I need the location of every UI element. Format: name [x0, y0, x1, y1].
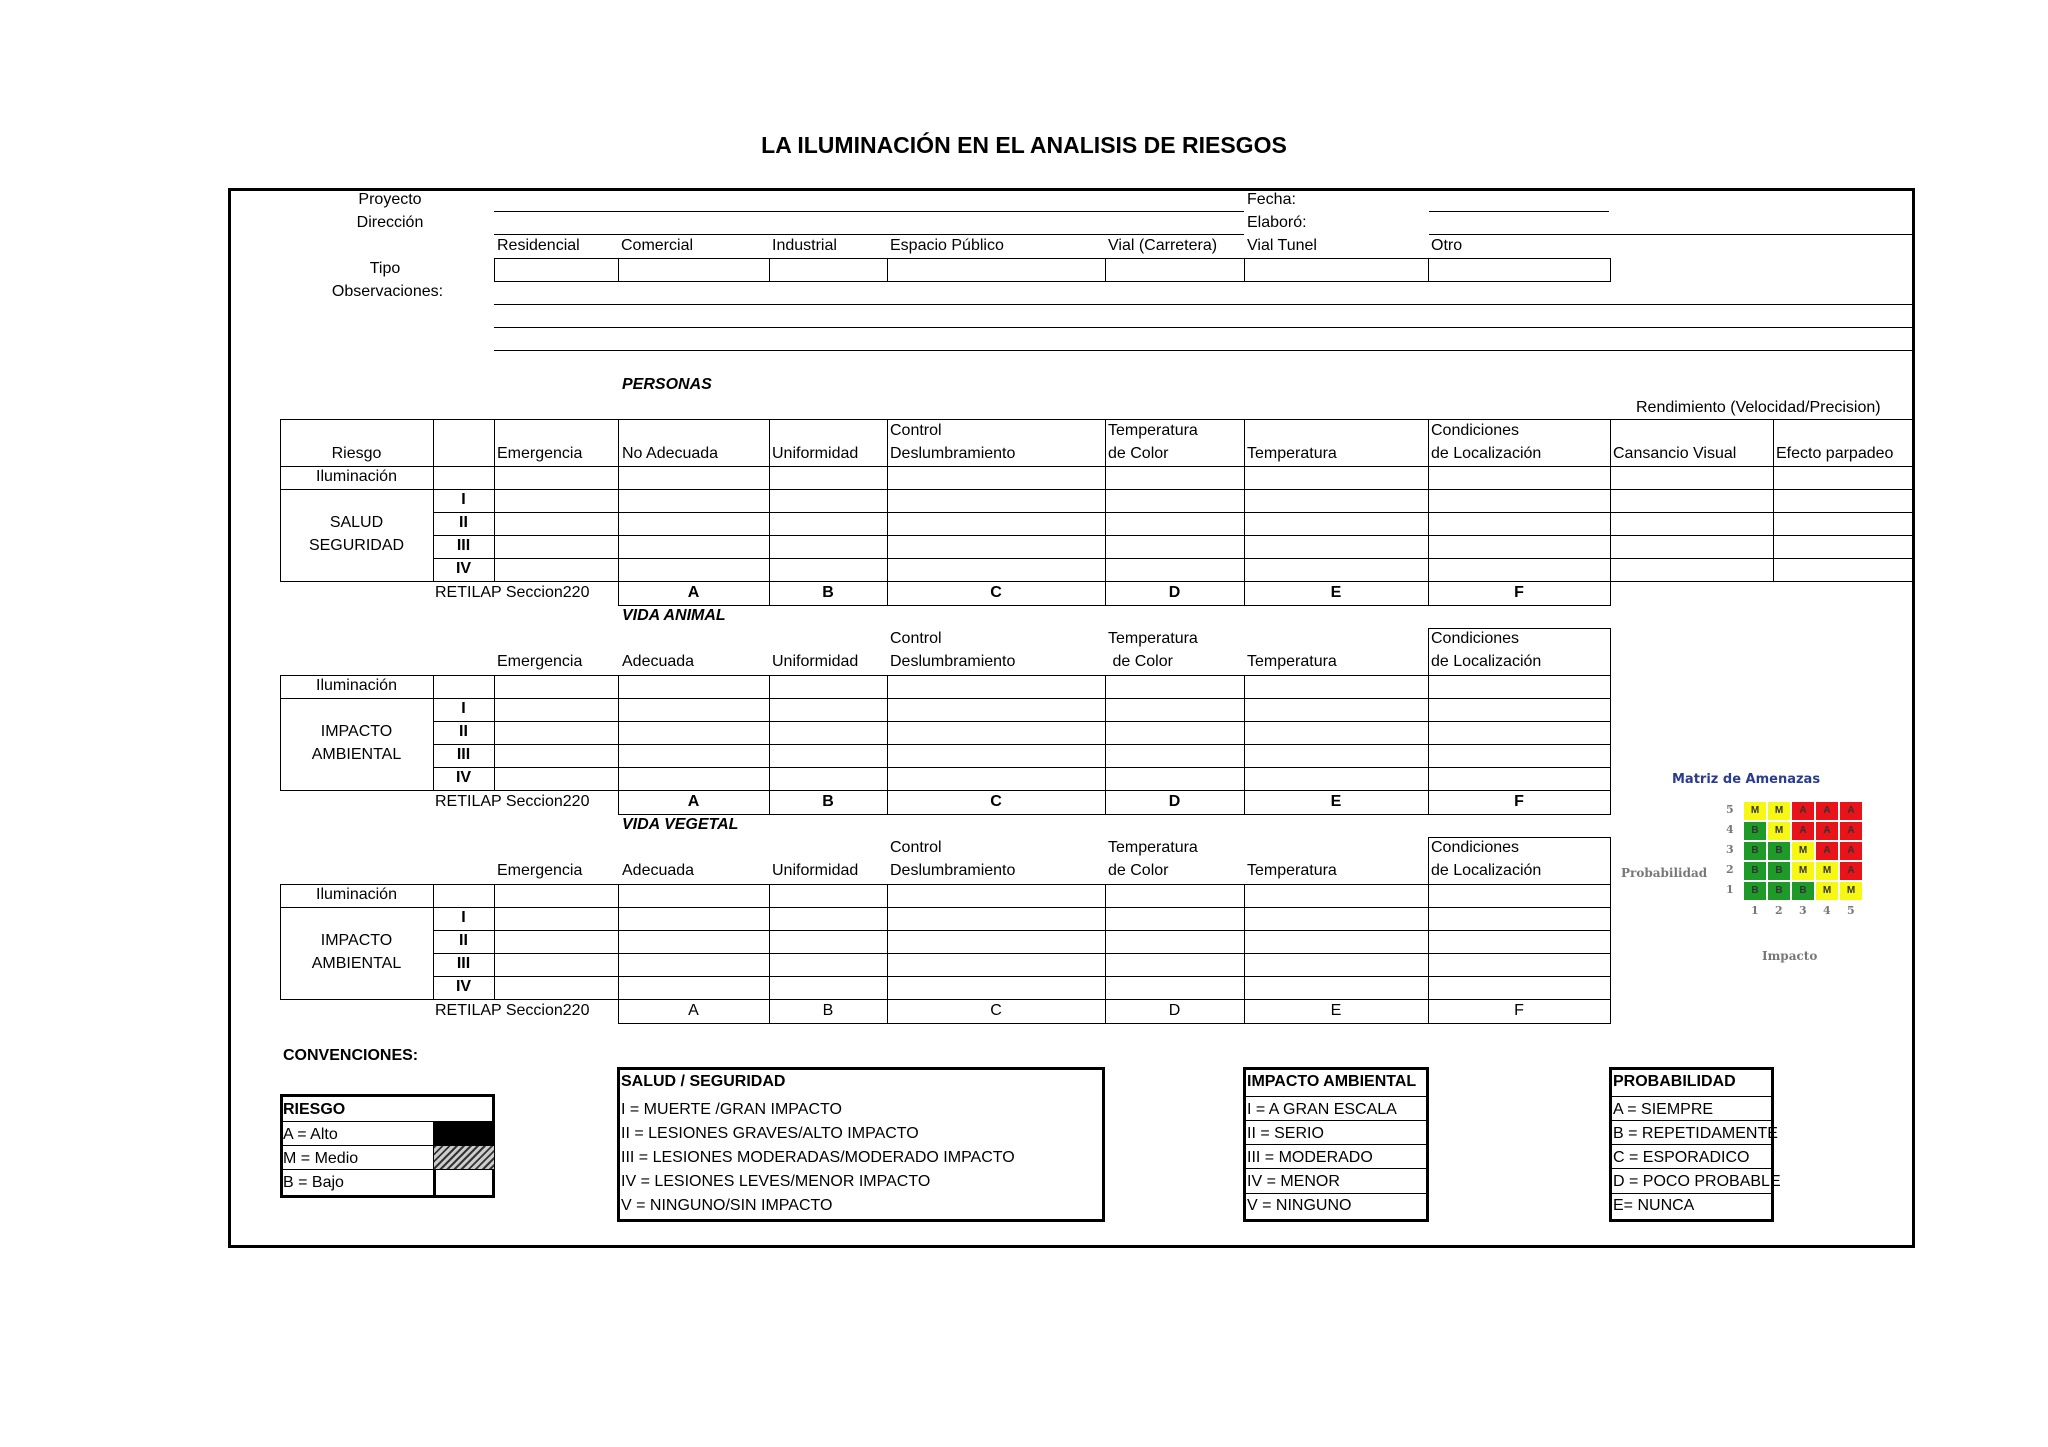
matrix-col-label: 5	[1847, 904, 1855, 917]
matrix-cell: B	[1743, 881, 1767, 901]
salud-item-4: IV = LESIONES LEVES/MENOR IMPACTO	[621, 1173, 931, 1190]
iluminacion-label: Iluminación	[316, 886, 397, 903]
section-vida-vegetal: VIDA VEGETAL	[622, 816, 739, 833]
probabilidad-legend-title: PROBABILIDAD	[1613, 1073, 1736, 1090]
matrix-cell: M	[1791, 841, 1815, 861]
level-iii: III	[456, 955, 471, 972]
probabilidad-item-2: B = REPETIDAMENTE	[1613, 1125, 1778, 1142]
observaciones-line-2[interactable]	[494, 327, 1914, 328]
impacto-item-1: I = A GRAN ESCALA	[1247, 1101, 1397, 1118]
riesgo-alto: A = Alto	[283, 1126, 338, 1143]
elaboro-field[interactable]	[1429, 234, 1914, 235]
col-adecuada: Adecuada	[622, 653, 695, 670]
salud-item-2: II = LESIONES GRAVES/ALTO IMPACTO	[621, 1125, 919, 1142]
level-iii: III	[456, 746, 471, 763]
matrix-ylabel: Probabilidad	[1621, 866, 1708, 880]
proyecto-label: Proyecto	[358, 191, 422, 208]
level-i: I	[461, 491, 466, 508]
col-temperatura-color-2: de Color	[1108, 862, 1169, 879]
col-condiciones-2: de Localización	[1431, 445, 1542, 462]
direccion-field[interactable]	[494, 234, 1244, 235]
matrix-row-label: 3	[1726, 843, 1734, 856]
impacto-label: IMPACTO	[320, 932, 393, 949]
observaciones-line-3[interactable]	[494, 350, 1914, 351]
matrix-cell: A	[1815, 801, 1839, 821]
col-temperatura: Temperatura	[1247, 653, 1337, 670]
col-condiciones-2: de Localización	[1431, 862, 1542, 879]
col-control: Control	[890, 839, 942, 856]
iluminacion-label: Iluminación	[316, 468, 397, 485]
matrix-cell: A	[1839, 841, 1863, 861]
proyecto-field[interactable]	[494, 211, 1244, 212]
tipo-vial-carretera: Vial (Carretera)	[1108, 237, 1218, 254]
ambiental-label: AMBIENTAL	[311, 746, 402, 763]
col-temperatura-color-1: Temperatura	[1108, 839, 1198, 856]
col-deslumbramiento: Deslumbramiento	[890, 653, 1016, 670]
letter-b: B	[822, 584, 834, 601]
letter-b: B	[822, 1002, 834, 1019]
riesgo-swatch-alto	[434, 1122, 494, 1145]
level-i: I	[461, 700, 466, 717]
letter-e: E	[1330, 793, 1342, 810]
probabilidad-item-1: A = SIEMPRE	[1613, 1101, 1714, 1118]
matrix-cell: M	[1767, 801, 1791, 821]
letter-d: D	[1168, 584, 1181, 601]
direccion-label: Dirección	[356, 214, 424, 231]
matrix-cell: A	[1815, 821, 1839, 841]
level-iv: IV	[455, 560, 472, 577]
fecha-field[interactable]	[1429, 211, 1609, 212]
impacto-item-2: II = SERIO	[1247, 1125, 1324, 1142]
matrix-cell: M	[1767, 821, 1791, 841]
col-control: Control	[890, 422, 942, 439]
letter-c: C	[990, 793, 1002, 810]
level-iv: IV	[455, 769, 472, 786]
riesgo-swatch-medio	[434, 1146, 494, 1169]
col-emergencia: Emergencia	[497, 445, 583, 462]
matrix-cell: A	[1839, 801, 1863, 821]
letter-a: A	[687, 584, 700, 601]
matrix-cell: M	[1839, 881, 1863, 901]
col-no-adecuada: No Adecuada	[622, 445, 719, 462]
matrix-cell: B	[1767, 861, 1791, 881]
tipo-espacio-publico: Espacio Público	[890, 237, 1004, 254]
section-vida-animal: VIDA ANIMAL	[622, 607, 726, 624]
col-temperatura: Temperatura	[1247, 445, 1337, 462]
col-uniformidad: Uniformidad	[772, 653, 859, 670]
col-deslumbramiento: Deslumbramiento	[890, 862, 1016, 879]
letter-e: E	[1330, 1002, 1342, 1019]
retilap-label: RETILAP Seccion220	[435, 1002, 590, 1019]
col-temperatura-color-2: de Color	[1108, 653, 1173, 670]
letter-d: D	[1168, 793, 1181, 810]
riesgo-legend-title: RIESGO	[283, 1101, 346, 1118]
retilap-label: RETILAP Seccion220	[435, 584, 590, 601]
impacto-item-5: V = NINGUNO	[1247, 1197, 1352, 1214]
matrix-cell: M	[1815, 881, 1839, 901]
col-uniformidad: Uniformidad	[772, 445, 859, 462]
salud-legend-title: SALUD / SEGURIDAD	[621, 1073, 786, 1090]
matrix-col-label: 2	[1775, 904, 1783, 917]
col-emergencia: Emergencia	[497, 862, 583, 879]
salud-item-1: I = MUERTE /GRAN IMPACTO	[621, 1101, 842, 1118]
matrix-cell: B	[1767, 841, 1791, 861]
letter-f: F	[1514, 1002, 1524, 1019]
letter-c: C	[990, 1002, 1002, 1019]
riesgo-label: Riesgo	[331, 445, 382, 462]
col-temperatura-color-1: Temperatura	[1108, 422, 1198, 439]
col-condiciones-1: Condiciones	[1431, 422, 1520, 439]
tipo-residencial: Residencial	[497, 237, 580, 254]
matrix-xlabel: Impacto	[1762, 949, 1818, 963]
matrix-cell: B	[1743, 861, 1767, 881]
matrix-cell: B	[1767, 881, 1791, 901]
retilap-label: RETILAP Seccion220	[435, 793, 590, 810]
level-ii: II	[459, 514, 468, 531]
matrix-col-label: 3	[1799, 904, 1807, 917]
col-condiciones-1: Condiciones	[1431, 839, 1520, 856]
col-efecto-parpadeo: Efecto parpadeo	[1776, 445, 1894, 462]
observaciones-line-1[interactable]	[494, 304, 1914, 305]
tipo-label: Tipo	[369, 260, 401, 277]
col-temperatura-color-2: de Color	[1108, 445, 1169, 462]
letter-d: D	[1168, 1002, 1181, 1019]
matrix-cell: A	[1839, 821, 1863, 841]
col-temperatura: Temperatura	[1247, 862, 1337, 879]
matrix-col-label: 1	[1751, 904, 1759, 917]
matrix-row-label: 4	[1726, 823, 1734, 836]
riesgo-medio: M = Medio	[283, 1150, 359, 1167]
letter-b: B	[822, 793, 834, 810]
col-condiciones-1: Condiciones	[1431, 630, 1520, 647]
matrix-cell: A	[1815, 841, 1839, 861]
letter-e: E	[1330, 584, 1342, 601]
col-uniformidad: Uniformidad	[772, 862, 859, 879]
convenciones-title: CONVENCIONES:	[283, 1047, 419, 1064]
seguridad-label: SEGURIDAD	[308, 537, 405, 554]
observaciones-label: Observaciones:	[331, 283, 444, 300]
tipo-otro: Otro	[1431, 237, 1463, 254]
salud-label: SALUD	[329, 514, 384, 531]
tipo-checkbox-row[interactable]	[494, 258, 1611, 282]
matrix-cell: B	[1743, 821, 1767, 841]
col-cansancio-visual: Cansancio Visual	[1613, 445, 1737, 462]
col-deslumbramiento: Deslumbramiento	[890, 445, 1016, 462]
impacto-legend-title: IMPACTO AMBIENTAL	[1247, 1073, 1417, 1090]
matrix-cell: B	[1743, 841, 1767, 861]
matrix-row-label: 2	[1726, 863, 1734, 876]
rendimiento-label: Rendimiento (Velocidad/Precision)	[1636, 399, 1881, 416]
salud-item-5: V = NINGUNO/SIN IMPACTO	[621, 1197, 833, 1214]
elaboro-label: Elaboró:	[1247, 214, 1307, 231]
tipo-comercial: Comercial	[621, 237, 694, 254]
impacto-item-4: IV = MENOR	[1247, 1173, 1340, 1190]
letter-a: A	[688, 1002, 699, 1019]
impacto-item-3: III = MODERADO	[1247, 1149, 1373, 1166]
letter-a: A	[687, 793, 700, 810]
matrix-cell: A	[1791, 801, 1815, 821]
matrix-cell: M	[1743, 801, 1767, 821]
letter-f: F	[1514, 584, 1524, 601]
riesgo-bajo: B = Bajo	[283, 1174, 344, 1191]
matrix-cell: B	[1791, 881, 1815, 901]
probabilidad-item-4: D = POCO PROBABLE	[1613, 1173, 1781, 1190]
ambiental-label: AMBIENTAL	[311, 955, 402, 972]
col-adecuada: Adecuada	[622, 862, 695, 879]
tipo-industrial: Industrial	[772, 237, 837, 254]
impacto-label: IMPACTO	[320, 723, 393, 740]
tipo-vial-tunel: Vial Tunel	[1247, 237, 1317, 254]
letter-f: F	[1514, 793, 1524, 810]
level-i: I	[461, 909, 466, 926]
section-personas: PERSONAS	[622, 376, 712, 393]
matrix-cell: M	[1791, 861, 1815, 881]
matrix-col-label: 4	[1823, 904, 1831, 917]
level-iv: IV	[455, 978, 472, 995]
col-control: Control	[890, 630, 942, 647]
fecha-label: Fecha:	[1247, 191, 1296, 208]
level-iii: III	[456, 537, 471, 554]
matrix-cell: A	[1791, 821, 1815, 841]
probabilidad-item-5: E= NUNCA	[1613, 1197, 1695, 1214]
matrix-cell: M	[1815, 861, 1839, 881]
salud-item-3: III = LESIONES MODERADAS/MODERADO IMPACTO	[621, 1149, 1015, 1166]
col-emergencia: Emergencia	[497, 653, 583, 670]
level-ii: II	[459, 723, 468, 740]
iluminacion-label: Iluminación	[316, 677, 397, 694]
page-title: LA ILUMINACIÓN EN EL ANALISIS DE RIESGOS	[761, 132, 1287, 158]
col-temperatura-color-1: Temperatura	[1108, 630, 1198, 647]
col-condiciones-2: de Localización	[1431, 653, 1542, 670]
matrix-title: Matriz de Amenazas	[1672, 772, 1821, 787]
level-ii: II	[459, 932, 468, 949]
matrix-cell: A	[1839, 861, 1863, 881]
probabilidad-item-3: C = ESPORADICO	[1613, 1149, 1750, 1166]
letter-c: C	[990, 584, 1002, 601]
matrix-row-label: 5	[1726, 803, 1734, 816]
matrix-row-label: 1	[1726, 883, 1734, 896]
